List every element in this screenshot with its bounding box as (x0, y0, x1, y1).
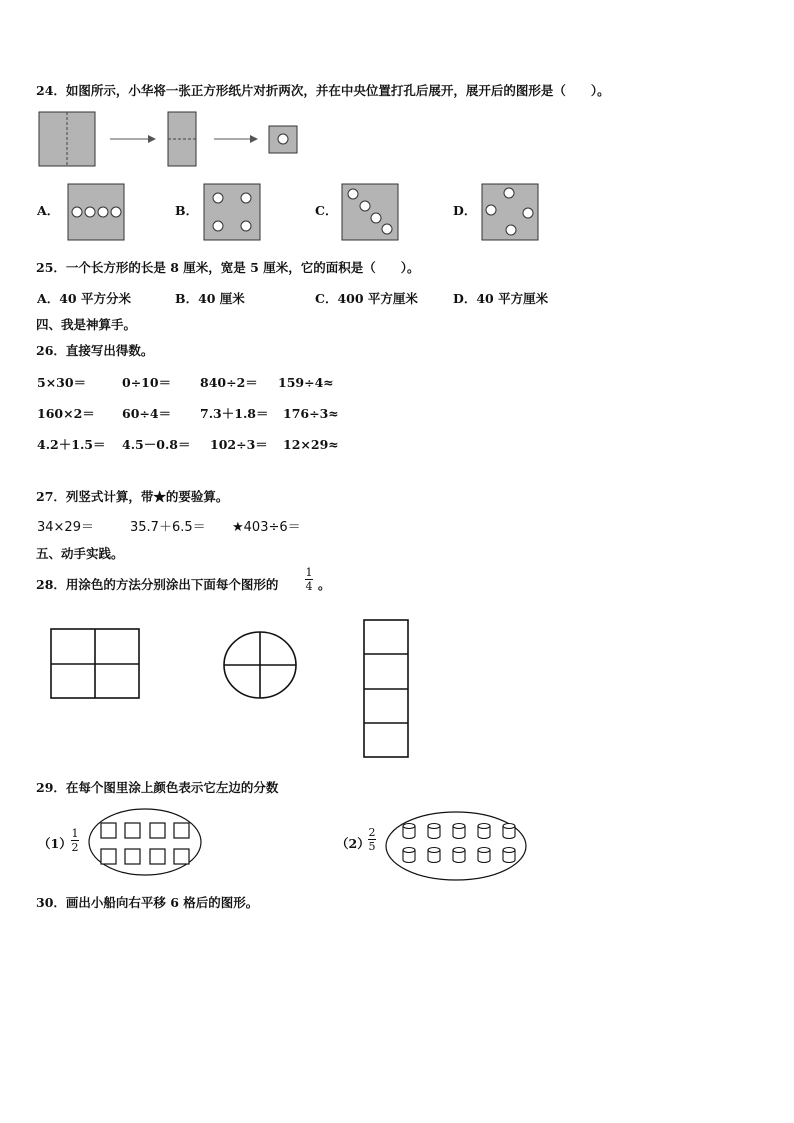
option-c-label[interactable]: C． (315, 203, 338, 218)
section-4-heading: 四、我是神算手。 (36, 317, 137, 332)
q25-stem: 25．一个长方形的长是 8 厘米，宽是 5 厘米，它的面积是（ ）。 (36, 260, 420, 275)
q26-item: 12×29≈ (283, 437, 339, 452)
q29-part2-fraction (368, 827, 376, 852)
cylinder-icon[interactable] (428, 848, 440, 863)
q26-item: 60÷4＝ (122, 406, 172, 421)
q29-stem: 29．在每个图里涂上颜色表示它左边的分数 (36, 780, 279, 795)
fraction-denominator: 5 (368, 840, 376, 853)
q26-item: 176÷3≈ (283, 406, 339, 421)
option-a-figure[interactable] (68, 184, 124, 240)
section-5-heading: 五、动手实践。 (36, 546, 124, 561)
q25-option-d[interactable]: D．40 平方厘米 (453, 291, 549, 306)
paper-folded-once (168, 112, 196, 166)
option-b-label[interactable]: B． (175, 203, 199, 218)
q29-part1-fraction (71, 828, 79, 853)
cylinder-icon[interactable] (503, 848, 515, 863)
q26-item: 102÷3＝ (210, 437, 268, 452)
punch-hole (278, 134, 288, 144)
ellipse-cylinders-group[interactable] (386, 812, 526, 880)
vertical-strip-quarters[interactable] (364, 620, 408, 757)
q26-item: 4.5－0.8＝ (122, 437, 191, 452)
q26-item: 160×2＝ (37, 406, 95, 421)
fold-sequence (39, 112, 297, 166)
q27-item: 34×29＝ (37, 520, 94, 535)
q24-stem: 24．如图所示，小华将一张正方形纸片对折两次，并在中央位置打孔后展开，展开后的图形是（ ）。 (36, 83, 610, 98)
q29-part1-label: （1） (38, 836, 72, 851)
option-c-figure[interactable] (342, 184, 398, 240)
q30-stem: 30．画出小船向右平移 6 格后的图形。 (36, 895, 259, 910)
cylinder-icon[interactable] (453, 824, 465, 839)
q25-option-a[interactable]: A．40 平方分米 (37, 291, 131, 306)
q29-part2-label: （2） (336, 836, 370, 851)
fraction-denominator: 2 (71, 841, 79, 854)
q27-item: 35.7＋6.5＝ (130, 520, 206, 535)
cylinder-icon[interactable] (428, 824, 440, 839)
q25-option-b[interactable]: B．40 厘米 (175, 291, 245, 306)
fraction-denominator: 4 (305, 580, 313, 593)
fraction-numerator: 1 (71, 827, 79, 840)
q27-item: ★403÷6＝ (232, 520, 301, 535)
q26-item: 7.3＋1.8＝ (200, 406, 269, 421)
ellipse-squares-group[interactable] (89, 809, 201, 875)
option-d-figure[interactable] (482, 184, 538, 240)
q28-stem: 28．用涂色的方法分别涂出下面每个图形的 (36, 577, 279, 592)
fraction-numerator: 1 (305, 566, 313, 579)
cylinder-icon[interactable] (403, 824, 415, 839)
fraction-numerator: 2 (368, 826, 376, 839)
cylinder-icon[interactable] (478, 824, 490, 839)
q26-item: 159÷4≈ (278, 375, 334, 390)
circle-quarters[interactable] (224, 632, 296, 698)
arrow-right-icon (214, 135, 258, 143)
q26-item: 5×30＝ (37, 375, 87, 390)
cylinder-icon[interactable] (403, 848, 415, 863)
rectangle-quarters[interactable] (51, 629, 139, 698)
cylinder-icon[interactable] (453, 848, 465, 863)
q28-fraction (305, 567, 313, 592)
q28-tail: 。 (318, 577, 331, 592)
q26-item: 0÷10＝ (122, 375, 172, 390)
q26-item: 4.2＋1.5＝ (37, 437, 106, 452)
option-d-label[interactable]: D． (453, 203, 477, 218)
arrow-right-icon (110, 135, 156, 143)
option-b-figure[interactable] (204, 184, 260, 240)
cylinder-icon[interactable] (503, 824, 515, 839)
q25-option-c[interactable]: C．400 平方厘米 (315, 291, 418, 306)
cylinder-icon[interactable] (478, 848, 490, 863)
q26-stem: 26．直接写出得数。 (36, 343, 154, 358)
option-a-label[interactable]: A． (37, 203, 60, 218)
q27-stem: 27．列竖式计算，带★的要验算。 (36, 489, 229, 504)
q26-item: 840÷2＝ (200, 375, 258, 390)
